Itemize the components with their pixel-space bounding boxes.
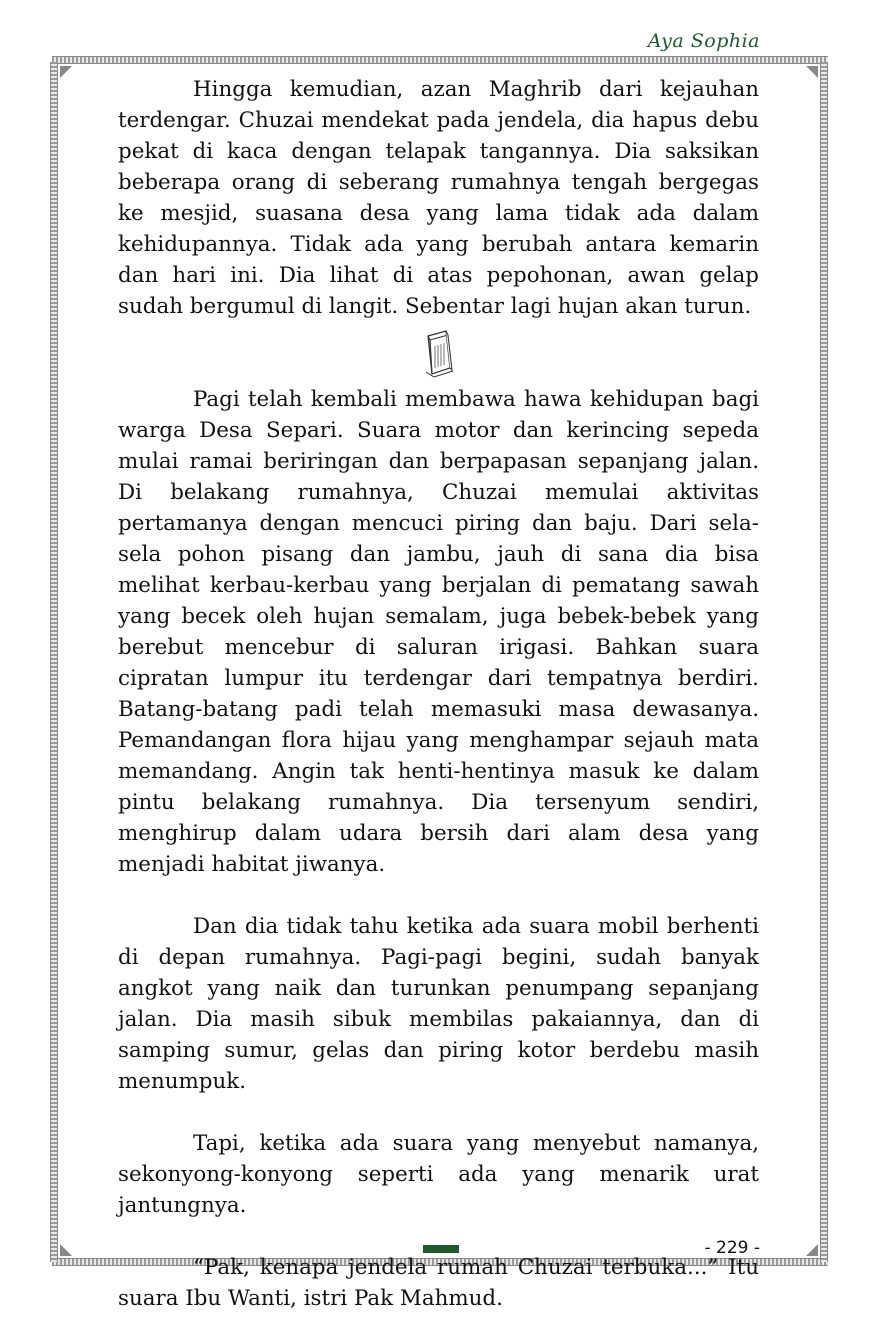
paragraph: Hingga kemudian, azan Maghrib dari kejauhan terdengar. Chuzai mendekat pada jendela, dia hapus debu pekat di kaca dengan telapak tangannya. Dia saksikan beberapa orang di seberang rumahnya tengah bergegas ke mesjid, suasana desa yang lama tidak ada dalam kehidupannya. Tidak ada yang berubah antara kemarin dan hari ini. Dia lihat di atas pepohonan, awan gelap sudah bergumul di langit. Sebentar lagi hujan akan turun.: [118, 77, 759, 319]
page-number: - 229 -: [704, 1238, 760, 1258]
page-body: [118, 74, 759, 1314]
frame-top: [52, 56, 828, 64]
frame-corner-bottom-left: [60, 1244, 72, 1256]
footer-accent-bar: [423, 1245, 459, 1253]
paragraph: Tapi, ketika ada suara yang menyebut namanya, sekonyong-konyong seperti ada yang menarik urat jantungnya.: [118, 1131, 759, 1218]
running-title: Aya Sophia: [647, 30, 760, 52]
frame-left: [50, 62, 58, 1262]
paragraph: “Pak, kenapa jendela rumah Chuzai terbuka...” Itu suara Ibu Wanti, istri Pak Mahmud.: [118, 1255, 759, 1311]
paragraph: Pagi telah kembali membawa hawa kehidupan bagi warga Desa Separi. Suara motor dan kerincing sepeda mulai ramai beriringan dan berpapasan sepanjang jalan. Di belakang rumahnya, Chuzai memulai aktivitas pertamanya dengan mencuci piring dan baju. Dari sela-sela pohon pisang dan jambu, jauh di sana dia bisa melihat kerbau-kerbau yang berjalan di pematang sawah yang becek oleh hujan semalam, juga bebek-bebek yang berebut mencebur di saluran irigasi. Bahkan suara cipratan lumpur itu terdengar dari tempatnya berdiri. Batang-batang padi telah memasuki masa dewasanya. Pemandangan flora hijau yang menghampar sejauh mata memandang. Angin tak henti-hentinya masuk ke dalam pintu belakang rumahnya. Dia tersenyum sendiri, menghirup dalam udara bersih dari alam desa yang menjadi habitat jiwanya.: [118, 387, 759, 877]
frame-corner-bottom-right: [806, 1244, 818, 1256]
section-separator: [118, 322, 759, 384]
paragraph: Dan dia tidak tahu ketika ada suara mobil berhenti di depan rumahnya. Pagi-pagi begini, sudah banyak angkot yang naik dan turunkan penumpang sepanjang jalan. Dia masih sibuk membilas pakaiannya, dan di samping sumur, gelas dan piring kotor berdebu masih menumpuk.: [118, 914, 759, 1094]
frame-right: [820, 62, 828, 1262]
frame-corner-top-left: [60, 66, 72, 78]
frame-corner-top-right: [806, 66, 818, 78]
book-icon: [422, 328, 456, 378]
